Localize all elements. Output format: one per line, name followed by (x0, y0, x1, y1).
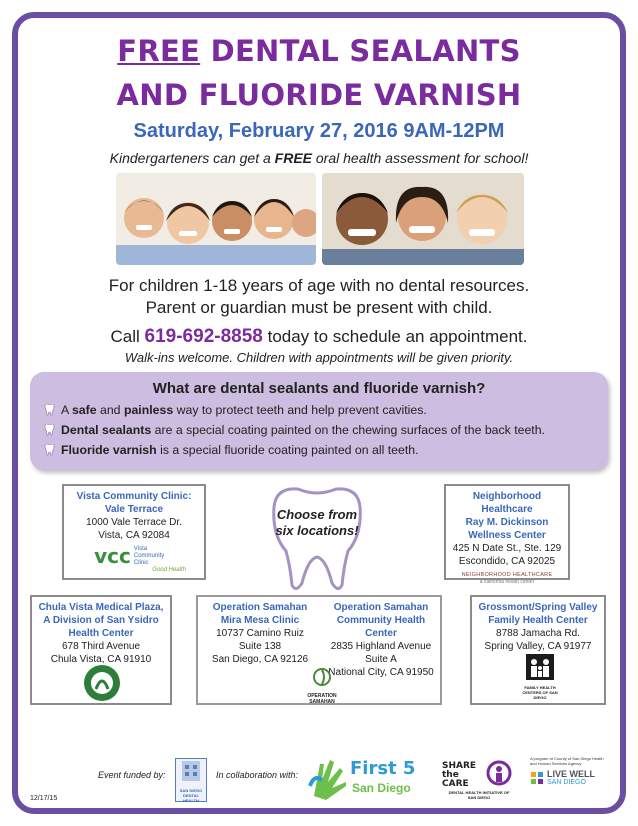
loc-name: Operation Samahan (333, 602, 429, 613)
print-date: 12/17/15 (30, 795, 58, 802)
choose-locations (262, 507, 372, 539)
live-well-subtitle: SAN DIEGO (547, 779, 586, 786)
eligibility-text: For children 1-18 years of age with no dental resources. (108, 276, 530, 295)
operation-samahan-logo (302, 667, 342, 705)
subtitle (0, 150, 638, 166)
location-chula-vista (30, 595, 172, 705)
county-dental-logo (175, 758, 207, 802)
faq-b3-term: Fluoride varnish (61, 443, 157, 457)
loc-address-2: Escondido, CA 92025 (458, 556, 556, 567)
first5-subtitle: San Diego (352, 781, 411, 795)
loc-address-1: 1000 Vale Terrace Dr. (86, 517, 182, 528)
county-logo-text: SAN DIEGO DENTAL HEALTH (179, 788, 203, 803)
loc-name: Neighborhood Healthcare (472, 491, 542, 515)
loc-name-2: Community Health Center (336, 615, 426, 639)
samahan-logo-text: OPERATION SAMAHAN (307, 693, 337, 705)
vcc-logo: vcc Vista Community Clinic (64, 546, 204, 567)
live-well-icon (530, 771, 544, 785)
faq-title: What are dental sealants and fluoride varnish? (152, 380, 486, 397)
phone-number[interactable]: 619-692-8858 (144, 326, 263, 347)
faq-b2-post: are a special coating painted on the chewing surfaces of the back teeth. (154, 423, 545, 437)
fhc-logo-text: FAMILY HEALTH CENTERS OF SAN DIEGO (522, 685, 558, 700)
large-tooth-icon (262, 485, 372, 595)
faq-b2-term: Dental sealants (61, 423, 152, 437)
location-neighborhood (444, 484, 570, 585)
title-line-2: AND FLUORIDE VARNISH (116, 78, 522, 112)
loc-address-1: 678 Third Avenue (61, 641, 141, 652)
subtitle-free: FREE (274, 150, 312, 166)
neighborhood-logo-tag: a california health center (479, 579, 535, 585)
loc-name-3: Wellness Center (468, 530, 546, 541)
faq-b1-safe: safe (71, 403, 97, 417)
loc-address-2: Chula Vista, CA 91910 (50, 654, 152, 665)
loc-name-3: Health Center (68, 628, 134, 639)
vcc-logo-text: Vista Community Clinic (133, 546, 165, 566)
faq-b3-post: is a special fluoride coating painted on all teeth. (160, 443, 419, 457)
live-well-note: A program of County of San Diego Health and Human Services Agency (530, 756, 604, 766)
family-health-centers-logo (518, 653, 562, 700)
live-well-logo (530, 756, 608, 798)
share-care-subtitle: DENTAL HEALTH INITIATIVE OF SAN DIEGO (448, 790, 510, 800)
kids-photo (116, 173, 316, 265)
location-operation-samahan-group (196, 595, 442, 705)
title-line-1 (0, 34, 638, 68)
loc-address-1: 425 N Date St., Ste. 129 (452, 543, 562, 554)
faq-bullet-1 (44, 403, 427, 417)
collaboration-label: In collaboration with: (216, 770, 299, 780)
loc-address-3: National City, CA 91950 (328, 667, 434, 678)
title-free: FREE (117, 34, 201, 68)
first5-logo (308, 756, 418, 802)
loc-address-3: San Diego, CA 92126 (211, 654, 309, 665)
faq-bullet-3 (44, 443, 419, 457)
event-date: Saturday, February 27, 2016 9AM-12PM (133, 120, 505, 142)
san-ysidro-logo (82, 663, 122, 707)
loc-address-1: 2835 Highland Avenue (330, 641, 432, 652)
location-samahan-mira-mesa (202, 601, 318, 666)
location-vista (62, 484, 206, 580)
loc-address-1: 8788 Jamacha Rd. (496, 628, 580, 639)
loc-address-2: Suite A (365, 654, 397, 665)
loc-name-2: A Division of San Ysidro (43, 615, 159, 626)
vcc-logo-tag: Good Health (152, 567, 186, 573)
loc-name: Operation Samahan (212, 602, 308, 613)
funded-by-label: Event funded by: (98, 770, 166, 780)
share-care-text: SHARE the CARE (442, 761, 477, 789)
loc-name-2: Mira Mesa Clinic (220, 615, 300, 626)
loc-name: Grossmont/Spring Valley (478, 602, 598, 613)
loc-address-2: Vista, CA 92084 (98, 530, 170, 541)
walkins-note: Walk-ins welcome. Children with appointments will be given priority. (124, 350, 514, 365)
loc-name: Chula Vista Medical Plaza, (38, 602, 164, 613)
teens-photo (322, 173, 524, 265)
faq-b1-painless: painless (123, 403, 174, 417)
faq-b1-and: and (100, 403, 121, 417)
subtitle-post: oral health assessment for school! (315, 150, 529, 166)
choose-line-2: six locations! (275, 523, 359, 538)
subtitle-pre: Kindergarteners can get a (109, 150, 271, 166)
faq-box (30, 372, 608, 470)
loc-address-2: Suite 138 (238, 641, 282, 652)
location-grossmont (470, 595, 606, 705)
call-line (0, 326, 638, 348)
tooth-icon (44, 404, 55, 416)
neighborhood-logo: NEIGHBORHOOD HEALTHCARE (461, 572, 553, 578)
loc-name-2: Family Health Center (488, 615, 588, 626)
live-well-title: LIVE WELL (547, 769, 595, 779)
loc-name-2: Ray M. Dickinson (465, 517, 549, 528)
faq-b1-pre: A (61, 403, 69, 417)
loc-name: Vista Community Clinic: (76, 491, 192, 502)
tooth-icon (44, 424, 55, 436)
call-pre: Call (110, 327, 140, 346)
tooth-icon (44, 444, 55, 456)
loc-address-2: Spring Valley, CA 91977 (484, 641, 592, 652)
faq-b1-post: way to protect teeth and help prevent cavities. (176, 403, 427, 417)
title-line-1-rest: DENTAL SEALANTS (210, 34, 521, 68)
call-post: today to schedule an appointment. (267, 327, 528, 346)
guardian-text: Parent or guardian must be present with child. (145, 298, 493, 317)
loc-address-1: 10737 Camino Ruiz (216, 628, 304, 639)
loc-name-2: Vale Terrace (104, 504, 164, 515)
first5-title: First 5 (350, 758, 416, 779)
choose-line-1: Choose from (276, 507, 358, 522)
share-the-care-logo (440, 760, 516, 802)
faq-bullet-2 (44, 423, 545, 437)
